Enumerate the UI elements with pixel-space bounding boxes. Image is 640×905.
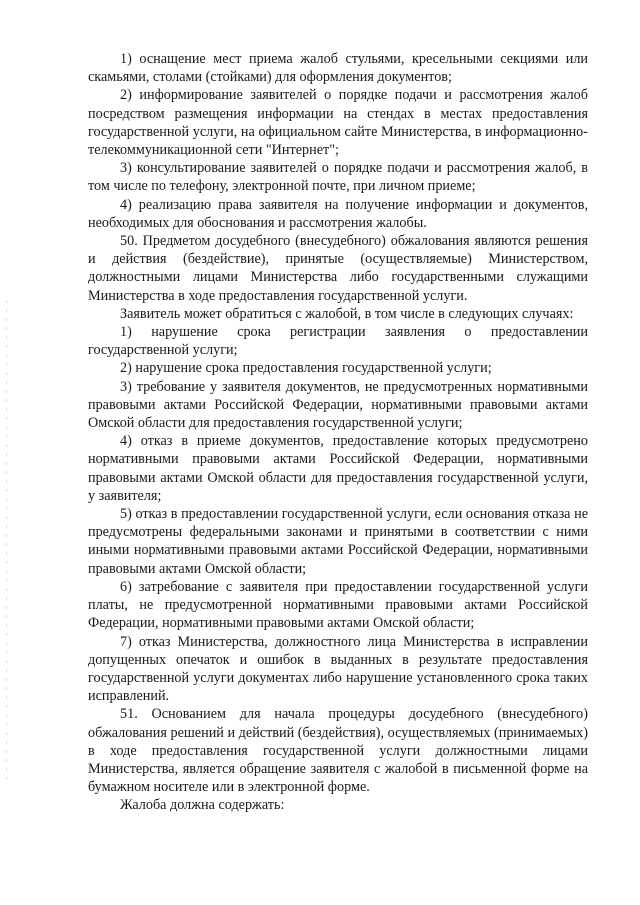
paragraph-case-7: 7) отказ Министерства, должностного лица Министерства в исправлении допущенных опечаток и ошибок в выданных в результате предоставления государственной услуги документах либо нарушение установленного срока таких исправлений. — [88, 633, 588, 705]
paragraph-case-3: 3) требование у заявителя документов, не предусмотренных нормативными правовыми актами Российской Федерации, нормативными правовыми актами Омской области для предоставления государственной услуги; — [88, 378, 588, 432]
document-body — [88, 50, 588, 815]
paragraph-case-2: 2) нарушение срока предоставления государственной услуги; — [120, 360, 492, 377]
paragraph-complaint-contents: Жалоба должна содержать: — [120, 797, 285, 814]
paragraph-clause-50: 50. Предметом досудебного (внесудебного) обжалования являются решения и действия (бездействие), принятые (осуществляемые) Министерством, должностными лицами Министерства либо государственными служащими Министерства в ходе предоставления государственной услуги. — [88, 233, 588, 304]
paragraph-case-1: 1) нарушение срока регистрации заявления о предоставлении государственной услуги; — [88, 324, 588, 359]
paragraph-item-2: 2) информирование заявителей о порядке подачи и рассмотрения жалоб посредством размещения информации на стендах в местах предоставления государственной услуги, на официальном сайте Министерства, в информационно-телекоммуникационной сети "Интернет"; — [88, 87, 588, 159]
paragraph-clause-51: 51. Основанием для начала процедуры досудебного (внесудебного) обжалования решений и действий (бездействия), осуществляемых (принимаемых) в ходе предоставления государственной услуги должностными лицами Министерства, является обращение заявителя с жалобой в письменной форме на бумажном носителе или в электронной форме. — [88, 706, 588, 796]
paragraph-item-4: 4) реализацию права заявителя на получение информации и документов, необходимых для обоснования и рассмотрения жалобы. — [88, 196, 588, 231]
paragraph-case-4: 4) отказ в приеме документов, предоставление которых предусмотрено нормативными правовыми актами Российской Федерации, нормативными правовыми актами Омской области для предоставления государственной услуги, у заявителя; — [88, 433, 588, 504]
paragraph-case-5: 5) отказ в предоставлении государственной услуги, если основания отказа не предусмотрены федеральными законами и принятыми в соответствии с ними иными нормативными правовыми актами Российской Федерации, нормативными правовыми актами Омской области; — [88, 506, 588, 577]
paragraph-item-3: 3) консультирование заявителей о порядке подачи и рассмотрения жалоб, в том числе по телефону, электронной почте, при личном приеме; — [88, 160, 588, 195]
paragraph-cases-intro: Заявитель может обратиться с жалобой, в том числе в следующих случаях: — [120, 305, 574, 322]
scan-edge-mark — [6, 300, 7, 780]
paragraph-case-6: 6) затребование с заявителя при предоставлении государственной услуги платы, не предусмотренной нормативными правовыми актами Российской Федерации, нормативными правовыми актами Омской области; — [88, 578, 588, 632]
paragraph-item-1: 1) оснащение мест приема жалоб стульями, кресельными секциями или скамьями, столами (стойками) для оформления документов; — [88, 51, 588, 86]
